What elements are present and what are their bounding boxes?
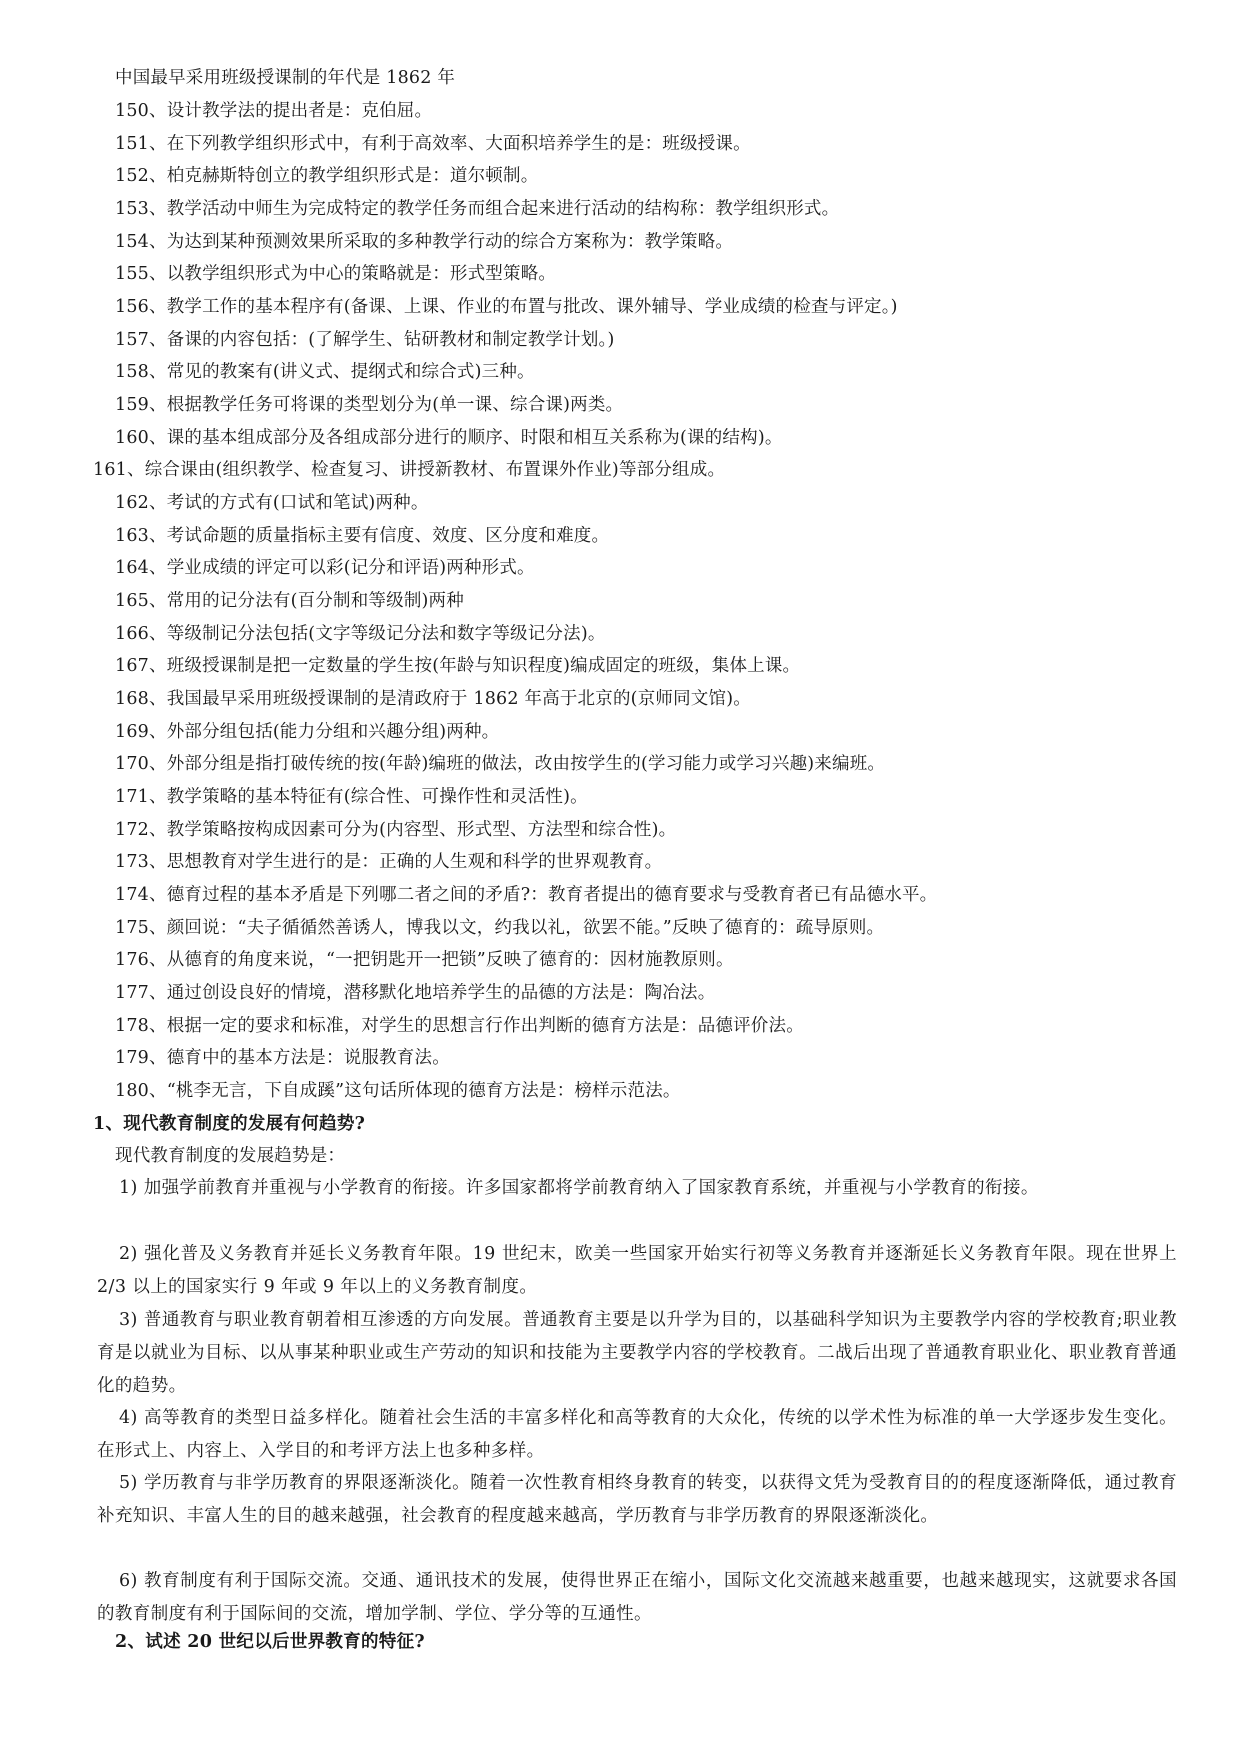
list-item-158: 158、常见的教案有(讲义式、提纲式和综合式)三种。 [115, 362, 535, 382]
section-1-paragraph-5: 5) 学历教育与非学历教育的界限逐渐淡化。随着一次性教育相终身教育的转变，以获得文凭为受教育目的的程度逐渐降低，通过教育补充知识、丰富人生的目的越来越强，社会教育的程度越来越高，学历教育与非学历教育的界限逐渐淡化。 [97, 1473, 1177, 1526]
list-item-173: 173、思想教育对学生进行的是：正确的人生观和科学的世界观教育。 [115, 852, 663, 872]
list-item-175: 175、颜回说：“夫子循循然善诱人，博我以文，约我以礼，欲罢不能。”反映了德育的：疏导原则。 [115, 918, 885, 938]
list-item-163: 163、考试命题的质量指标主要有信度、效度、区分度和难度。 [115, 526, 610, 546]
list-item-150: 150、设计教学法的提出者是：克伯屈。 [115, 101, 433, 121]
section-1-heading: 1、现代教育制度的发展有何趋势? [93, 1114, 366, 1134]
list-item-164: 164、学业成绩的评定可以彩(记分和评语)两种形式。 [115, 558, 535, 578]
list-item-159: 159、根据教学任务可将课的类型划分为(单一课、综合课)两类。 [115, 395, 624, 415]
intro-line: 中国最早采用班级授课制的年代是 1862 年 [115, 68, 456, 88]
list-item-157: 157、备课的内容包括：(了解学生、钻研教材和制定教学计划。) [115, 330, 615, 350]
list-item-180: 180、“桃李无言，下自成蹊”这句话所体现的德育方法是：榜样示范法。 [115, 1081, 681, 1101]
section-1-intro: 现代教育制度的发展趋势是： [115, 1146, 346, 1166]
list-item-171: 171、教学策略的基本特征有(综合性、可操作性和灵活性)。 [115, 787, 588, 807]
list-item-155: 155、以教学组织形式为中心的策略就是：形式型策略。 [115, 264, 557, 284]
list-item-172: 172、教学策略按构成因素可分为(内容型、形式型、方法型和综合性)。 [115, 820, 677, 840]
list-item-169: 169、外部分组包括(能力分组和兴趣分组)两种。 [115, 722, 500, 742]
list-item-160: 160、课的基本组成部分及各组成部分进行的顺序、时限和相互关系称为(课的结构)。 [115, 428, 783, 448]
section-1-paragraph-6: 6) 教育制度有利于国际交流。交通、通讯技术的发展，使得世界正在缩小，国际文化交流越来越重要，也越来越现实，这就要求各国的教育制度有利于国际间的交流，增加学制、学位、学分等的互通性。 [97, 1571, 1177, 1624]
list-item-153: 153、教学活动中师生为完成特定的教学任务而组合起来进行活动的结构称：教学组织形式。 [115, 199, 840, 219]
list-item-161: 161、综合课由(组织教学、检查复习、讲授新教材、布置课外作业)等部分组成。 [93, 460, 726, 480]
list-item-174: 174、德育过程的基本矛盾是下列哪二者之间的矛盾?：教育者提出的德育要求与受教育者已有品德水平。 [115, 885, 938, 905]
section-2-heading: 2、试述 20 世纪以后世界教育的特征? [115, 1632, 425, 1652]
list-item-177: 177、通过创设良好的情境，潜移默化地培养学生的品德的方法是：陶冶法。 [115, 983, 716, 1003]
list-item-156: 156、教学工作的基本程序有(备课、上课、作业的布置与批改、课外辅导、学业成绩的检查与评定。) [115, 297, 898, 317]
section-1-paragraph-2: 2) 强化普及义务教育并延长义务教育年限。19 世纪末，欧美一些国家开始实行初等义务教育并逐渐延长义务教育年限。现在世界上 2/3 以上的国家实行 9 年或 9 年以上的义务教育制度。 [97, 1244, 1177, 1297]
list-item-165: 165、常用的记分法有(百分制和等级制)两种 [115, 591, 464, 611]
list-item-176: 176、从德育的角度来说，“一把钥匙开一把锁”反映了德育的：因材施教原则。 [115, 950, 734, 970]
list-item-151: 151、在下列教学组织形式中，有利于高效率、大面积培养学生的是：班级授课。 [115, 134, 751, 154]
list-item-168: 168、我国最早采用班级授课制的是清政府于 1862 年高于北京的(京师同文馆)。 [115, 689, 751, 709]
section-1-paragraph-1: 1) 加强学前教育并重视与小学教育的衔接。许多国家都将学前教育纳入了国家教育系统，并重视与小学教育的衔接。 [119, 1178, 1039, 1198]
list-item-162: 162、考试的方式有(口试和笔试)两种。 [115, 493, 429, 513]
list-item-179: 179、德育中的基本方法是：说服教育法。 [115, 1048, 450, 1068]
list-item-178: 178、根据一定的要求和标准，对学生的思想言行作出判断的德育方法是：品德评价法。 [115, 1016, 804, 1036]
list-item-170: 170、外部分组是指打破传统的按(年龄)编班的做法，改由按学生的(学习能力或学习兴趣)来编班。 [115, 754, 886, 774]
list-item-167: 167、班级授课制是把一定数量的学生按(年龄与知识程度)编成固定的班级，集体上课。 [115, 656, 801, 676]
list-item-154: 154、为达到某种预测效果所采取的多种教学行动的综合方案称为：教学策略。 [115, 232, 734, 252]
section-1-paragraph-3: 3) 普通教育与职业教育朝着相互渗透的方向发展。普通教育主要是以升学为目的，以基础科学知识为主要教学内容的学校教育;职业教育是以就业为目标、以从事某种职业或生产劳动的知识和技能为主要教学内容的学校教育。二战后出现了普通教育职业化、职业教育普通化的趋势。 [97, 1310, 1177, 1396]
list-item-152: 152、柏克赫斯特创立的教学组织形式是：道尔顿制。 [115, 166, 539, 186]
list-item-166: 166、等级制记分法包括(文字等级记分法和数字等级记分法)。 [115, 624, 606, 644]
section-1-paragraph-4: 4) 高等教育的类型日益多样化。随着社会生活的丰富多样化和高等教育的大众化，传统的以学术性为标准的单一大学逐步发生变化。在形式上、内容上、入学目的和考评方法上也多种多样。 [97, 1408, 1177, 1461]
